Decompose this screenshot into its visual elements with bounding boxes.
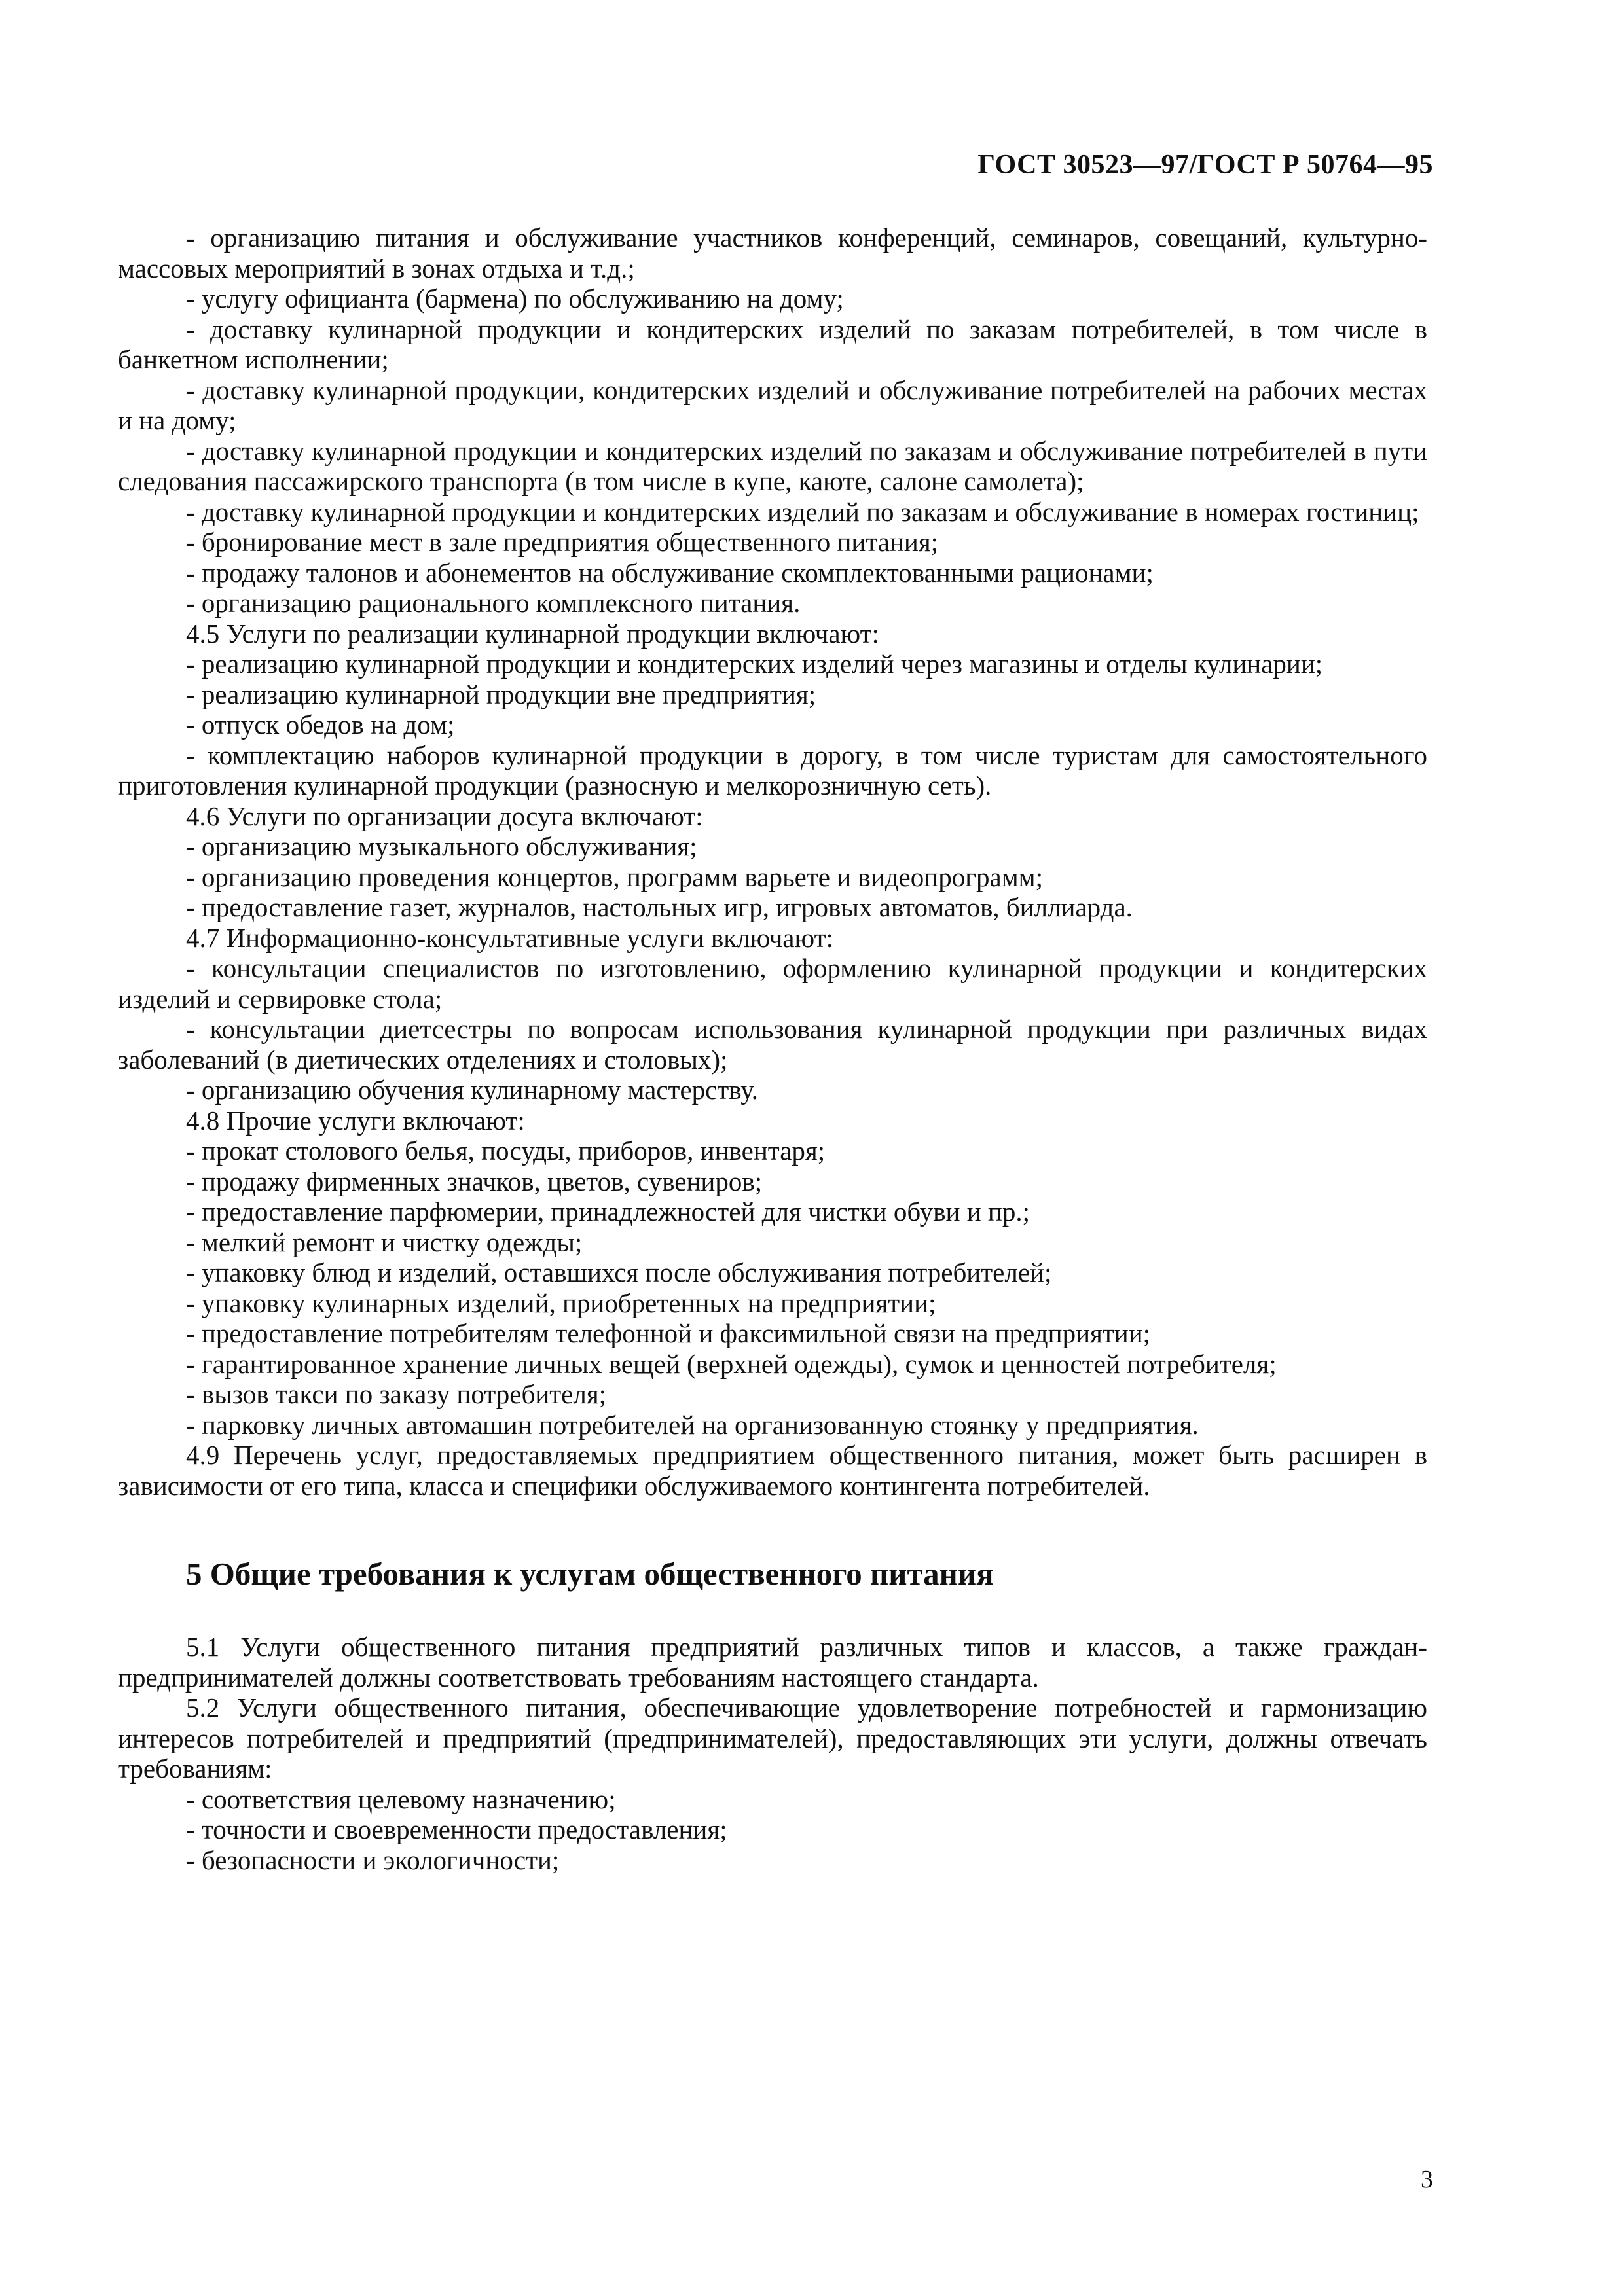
paragraph: - соответствия целевому назначению; <box>186 1784 616 1814</box>
paragraph: - организацию рационального комплексного питания. <box>186 588 801 618</box>
paragraph: 4.6 Услуги по организации досуга включают: <box>186 800 703 831</box>
paragraph: - вызов такси по заказу потребителя; <box>186 1379 607 1409</box>
paragraph: - реализацию кулинарной продукции и кондитерских изделий через магазины и отделы кулинарии; <box>186 649 1323 679</box>
paragraph: - точности и своевременности предоставления; <box>186 1814 727 1844</box>
paragraph: 4.5 Услуги по реализации кулинарной продукции включают: <box>186 618 879 649</box>
paragraph: - консультации специалистов по изготовлению, оформлению кулинарной продукции и кондитерских изделий и сервировке стола; <box>118 953 1427 1014</box>
paragraph: - отпуск обедов на дом; <box>186 709 455 740</box>
paragraph: 4.9 Перечень услуг, предоставляемых предприятием общественного питания, может быть расширен в зависимости от его типа, класса и специфики обслуживаемого контингента потребителей. <box>118 1440 1427 1501</box>
paragraph: - упаковку блюд и изделий, оставшихся после обслуживания потребителей; <box>186 1257 1052 1287</box>
paragraph: - организацию музыкального обслуживания; <box>186 831 697 861</box>
paragraph: - организацию проведения концертов, программ варьете и видеопрограмм; <box>186 861 1043 892</box>
paragraph: 5.2 Услуги общественного питания, обеспечивающие удовлетворение потребностей и гармонизацию интересов потребителей и предприятий (предпринимателей), предоставляющих эти услуги, должны отвечать требованиям: <box>118 1693 1427 1784</box>
paragraph: - безопасности и экологичности; <box>186 1844 560 1875</box>
document-header: ГОСТ 30523—97/ГОСТ Р 50764—95 <box>977 150 1433 180</box>
paragraph: - продажу фирменных значков, цветов, сувениров; <box>186 1166 763 1196</box>
paragraph: - бронирование мест в зале предприятия общественного питания; <box>186 527 939 557</box>
paragraph: 4.7 Информационно-консультативные услуги включают: <box>186 922 833 953</box>
paragraph: 4.8 Прочие услуги включают: <box>186 1105 525 1136</box>
paragraph: - гарантированное хранение личных вещей (верхней одежды), сумок и ценностей потребителя; <box>186 1348 1277 1379</box>
paragraph: - доставку кулинарной продукции и кондитерских изделий по заказам и обслуживание в номерах гостиниц; <box>186 496 1419 527</box>
paragraph: - предоставление газет, журналов, настольных игр, игровых автоматов, биллиарда. <box>186 892 1133 922</box>
paragraph: - организацию обучения кулинарному мастерству. <box>186 1075 758 1105</box>
page-number: 3 <box>1421 2166 1433 2193</box>
paragraph-list-after <box>118 1632 1427 1875</box>
paragraph: - предоставление потребителям телефонной и факсимильной связи на предприятии; <box>186 1318 1151 1348</box>
paragraph: - мелкий ремонт и чистку одежды; <box>186 1227 583 1257</box>
paragraph: - доставку кулинарной продукции и кондитерских изделий по заказам потребителей, в том числе в банкетном исполнении; <box>118 314 1427 374</box>
paragraph: - комплектацию наборов кулинарной продукции в дорогу, в том числе туристам для самостоятельного приготовления кулинарной продукции (разносную и мелкорозничную сеть). <box>118 740 1427 800</box>
paragraph: - предоставление парфюмерии, принадлежностей для чистки обуви и пр.; <box>186 1196 1030 1227</box>
paragraph: - упаковку кулинарных изделий, приобретенных на предприятии; <box>186 1287 936 1318</box>
paragraph: - продажу талонов и абонементов на обслуживание скомплектованными рационами; <box>186 557 1154 588</box>
paragraph: - парковку личных автомашин потребителей на организованную стоянку у предприятия. <box>186 1409 1199 1440</box>
paragraph: - реализацию кулинарной продукции вне предприятия; <box>186 679 816 709</box>
document-body <box>118 223 1427 1875</box>
paragraph: - доставку кулинарной продукции, кондитерских изделий и обслуживание потребителей на рабочих местах и на дому; <box>118 374 1427 435</box>
paragraph: - доставку кулинарной продукции и кондитерских изделий по заказам и обслуживание потребителей в пути следования пассажирского транспорта (в том числе в купе, каюте, салоне самолета); <box>118 435 1427 496</box>
paragraph: - консультации диетсестры по вопросам использования кулинарной продукции при различных видах заболеваний (в диетических отделениях и столовых); <box>118 1014 1427 1075</box>
paragraph: - услугу официанта (бармена) по обслуживанию на дому; <box>186 283 844 314</box>
paragraph: - организацию питания и обслуживание участников конференций, семинаров, совещаний, культурно-массовых мероприятий в зонах отдыха и т.д.; <box>118 223 1427 283</box>
paragraph-list-before <box>118 223 1427 1501</box>
paragraph: - прокат столового белья, посуды, приборов, инвентаря; <box>186 1136 826 1166</box>
paragraph: 5.1 Услуги общественного питания предприятий различных типов и классов, а также граждан-предпринимателей должны соответствовать требованиям настоящего стандарта. <box>118 1632 1427 1693</box>
section-heading: 5 Общие требования к услугам общественного питания <box>186 1556 994 1592</box>
